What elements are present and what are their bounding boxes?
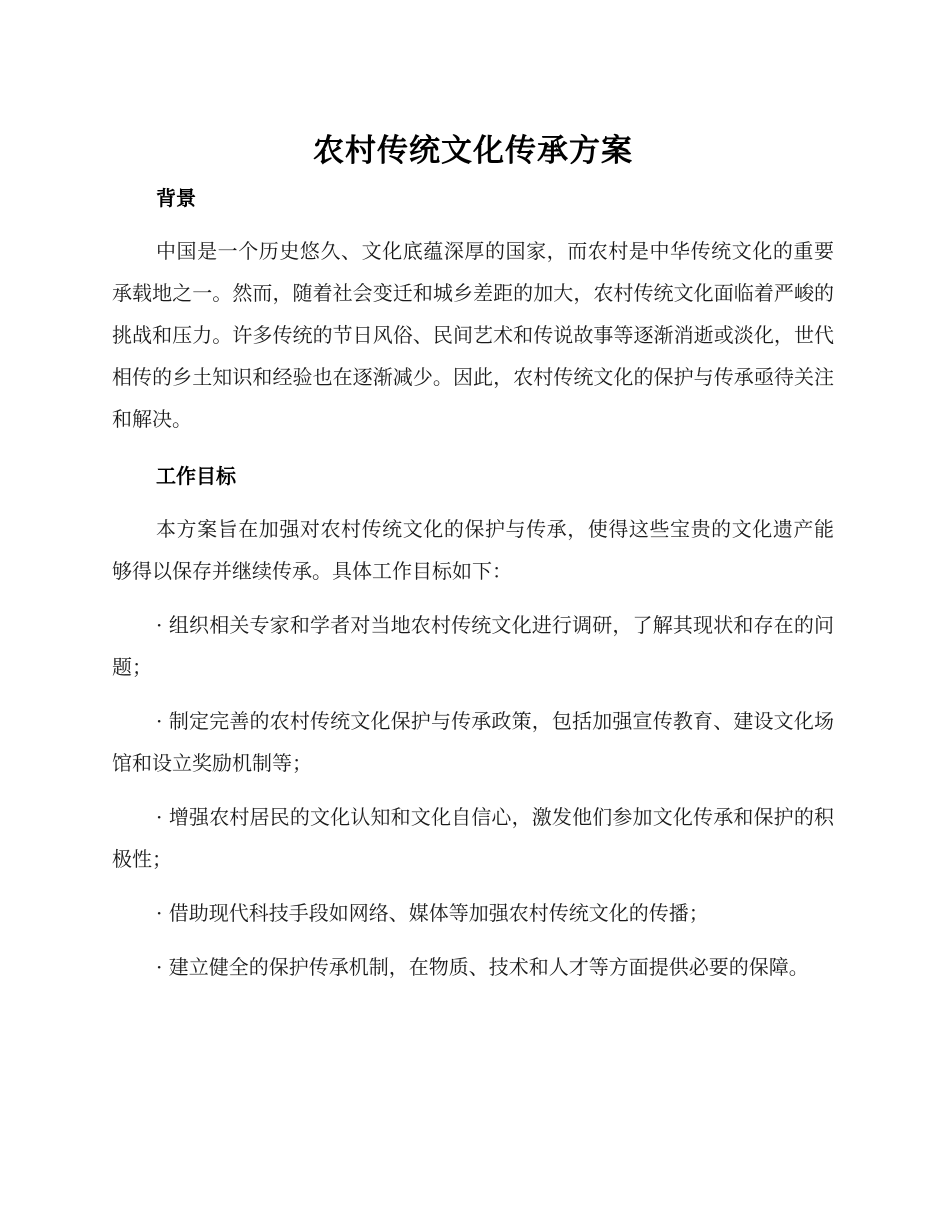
document-title: 农村传统文化传承方案	[313, 133, 633, 169]
work-goals-intro-paragraph: 本方案旨在加强对农村传统文化的保护与传承，使得这些宝贵的文化遗产能够得以保存并继续传承。具体工作目标如下：	[112, 517, 834, 583]
document-body	[112, 128, 834, 988]
goal-item-policy: · 制定完善的农村传统文化保护与传承政策，包括加强宣传教育、建设文化场馆和设立奖励机制等；	[112, 709, 834, 775]
background-paragraph: 中国是一个历史悠久、文化底蕴深厚的国家，而农村是中华传统文化的重要承载地之一。然而，随着社会变迁和城乡差距的加大，农村传统文化面临着严峻的挑战和压力。许多传统的节日风俗、民间艺术和传说故事等逐渐消逝或淡化，世代相传的乡土知识和经验也在逐渐减少。因此，农村传统文化的保护与传承亟待关注和解决。	[112, 239, 834, 431]
goal-item-awareness: · 增强农村居民的文化认知和文化自信心，激发他们参加文化传承和保护的积极性；	[112, 805, 834, 871]
goal-item-technology: · 借助现代科技手段如网络、媒体等加强农村传统文化的传播；	[156, 901, 709, 925]
section-heading-work-goals: 工作目标	[156, 464, 236, 488]
section-heading-background: 背景	[156, 186, 196, 210]
goal-item-research: · 组织相关专家和学者对当地农村传统文化进行调研，了解其现状和存在的问题；	[112, 613, 834, 679]
goal-item-mechanism: · 建立健全的保护传承机制，在物质、技术和人才等方面提供必要的保障。	[156, 955, 809, 979]
